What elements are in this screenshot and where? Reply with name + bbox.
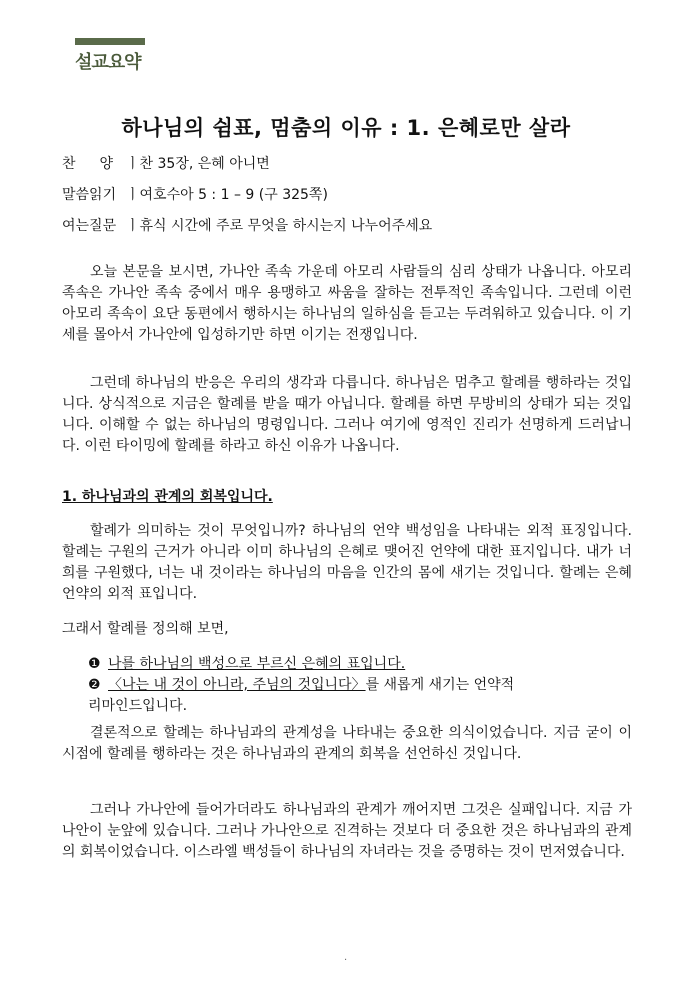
page-title: 하나님의 쉼표, 멈춤의 이유 : 1. 은혜로만 살라	[121, 116, 571, 140]
brand-label: 설교요약	[75, 52, 141, 73]
paragraph-3: 할례가 의미하는 것이 무엇입니까? 하나님의 언약 백성임을 나타내는 외적 표징입니다. 할례는 구원의 근거가 아니라 이미 하나님의 은혜로 맺어진 언약에 대한 표지입니다. 내가 너희를 구원했다, 너는 내 것이라는 하나님의 마음을 인간의 몸에 새기는 것입니다. 할례는 은혜 언약의 외적 표입니다.	[62, 523, 632, 602]
list-item-text: 를 새롭게 새기는 언약적	[365, 677, 515, 693]
section-heading: 1. 하나님과의 관계의 회복입니다.	[62, 489, 273, 505]
lead-in: 그래서 할례를 정의해 보면,	[62, 621, 229, 637]
bullet-two-icon: ❷	[88, 677, 101, 693]
meta-question	[62, 215, 432, 235]
list-item-text: 나를 하나님의 백성으로 부르신 은혜의 표입니다.	[108, 656, 406, 672]
paragraph-5: 그러나 가나안에 들어가더라도 하나님과의 관계가 깨어지면 그것은 실패입니다. 지금 가나안이 눈앞에 있습니다. 그러나 가나안으로 진격하는 것보다 더 중요한 것은 하나님과의 관계의 회복이었습니다. 이스라엘 백성들이 하나님의 자녀라는 것을 증명하는 것이 먼저였습니다.	[62, 802, 632, 860]
footer-dot: .	[344, 952, 348, 963]
list-item-underlined: 〈나는 내 것이 아니라, 주님의 것입니다〉	[108, 677, 366, 693]
list-item	[88, 654, 608, 675]
brand-bar	[75, 38, 145, 45]
list-item-continuation: 리마인드입니다.	[88, 698, 188, 714]
bullet-one-icon: ❶	[88, 656, 101, 672]
meta-hymn-key: 찬양	[62, 156, 138, 172]
meta-hymn	[62, 153, 270, 173]
brand-header	[75, 38, 145, 74]
meta-reading-key: 말씀읽기	[62, 187, 117, 203]
meta-question-key: 여는질문	[62, 218, 117, 234]
meta-hymn-value: ㅣ찬 35장, 은혜 아니면	[126, 156, 270, 172]
meta-reading	[62, 184, 328, 204]
meta-question-value: ㅣ휴식 시간에 주로 무엇을 하시는지 나누어주세요	[126, 218, 433, 234]
paragraph-1: 오늘 본문을 보시면, 가나안 족속 가운데 아모리 사람들의 심리 상태가 나옵니다. 아모리 족속은 가나안 족속 중에서 매우 용맹하고 싸움을 잘하는 전투적인 족속입니다. 그런데 이런 아모리 족속이 요단 동편에서 행하시는 하나님의 일하심을 듣고는 두려워하고 있습니다. 이 기세를 몰아서 가나안에 입성하기만 하면 이기는 전쟁입니다.	[62, 264, 632, 343]
meta-reading-value: ㅣ여호수아 5 : 1 – 9 (구 325쪽)	[126, 187, 328, 203]
definition-list	[88, 654, 608, 717]
list-item	[88, 675, 608, 696]
paragraph-2: 그런데 하나님의 반응은 우리의 생각과 다릅니다. 하나님은 멈추고 할례를 행하라는 것입니다. 상식적으로 지금은 할례를 받을 때가 아닙니다. 할례를 하면 무방비의 상태가 되는 것입니다. 이해할 수 없는 하나님의 명령입니다. 그러나 여기에 영적인 진리가 선명하게 드러납니다. 이런 타이밍에 할례를 하라고 하신 이유가 나옵니다.	[62, 375, 632, 454]
paragraph-4: 결론적으로 할례는 하나님과의 관계성을 나타내는 중요한 의식이었습니다. 지금 굳이 이 시점에 할례를 행하라는 것은 하나님과의 관계의 회복을 선언하신 것입니다.	[62, 725, 632, 762]
